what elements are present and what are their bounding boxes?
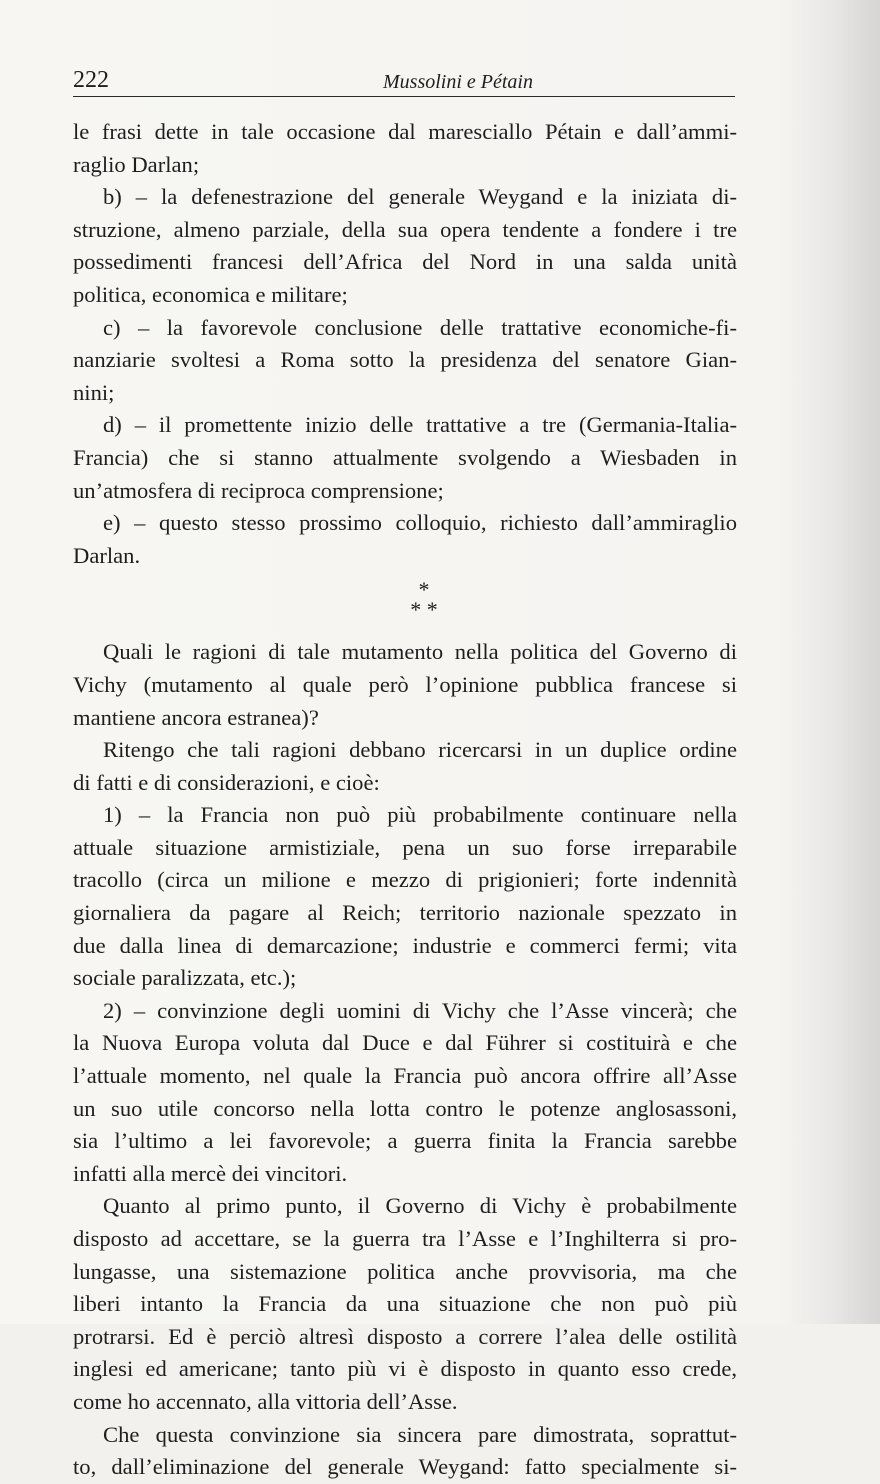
text-line: 1) – la Francia non può più probabilmente continuare nella	[103, 802, 737, 828]
text-line: to, dall’eliminazione del generale Weygand: fatto specialmente si-	[73, 1454, 737, 1480]
text-line: Quali le ragioni di tale mutamento nella politica del Governo di	[103, 639, 737, 665]
text-line: mantiene ancora estranea)?	[73, 704, 319, 730]
text-line: Ritengo che tali ragioni debbano ricercarsi in un duplice ordine	[103, 737, 737, 763]
text-line: possedimenti francesi dell’Africa del Nord in una salda unità	[73, 249, 737, 275]
text-line: due dalla linea di demarcazione; industrie e commerci fermi; vita	[73, 932, 737, 958]
text-line: d) – il promettente inizio delle trattative a tre (Germania-Italia-	[103, 412, 737, 438]
text-line: disposto ad accettare, se la guerra tra l’Asse e l’Inghilterra si pro-	[73, 1226, 737, 1251]
text-line: b) – la defenestrazione del generale Weygand e la iniziata di-	[103, 184, 737, 210]
text-line: l’attuale momento, nel quale la Francia può ancora offrire all’Asse	[73, 1063, 737, 1089]
text-line: nini;	[73, 379, 115, 405]
text-line: un’atmosfera di reciproca comprensione;	[73, 477, 444, 503]
text-line: le frasi dette in tale occasione dal maresciallo Pétain e dall’ammi-	[73, 119, 737, 144]
text-line: di fatti e di considerazioni, e cioè:	[73, 769, 380, 795]
text-block-reasons	[73, 636, 737, 1483]
page-number: 222	[73, 67, 109, 93]
text-line: politica, economica e militare;	[73, 281, 348, 307]
text-line: tracollo (circa un milione e mezzo di prigionieri; forte indennità	[73, 867, 737, 893]
text-line: un suo utile concorso nella lotta contro le potenze anglosassoni,	[73, 1095, 737, 1121]
text-line: raglio Darlan;	[73, 151, 200, 177]
text-line: struzione, almeno parziale, della sua opera tendente a fondere i tre	[73, 216, 737, 242]
text-line: Che questa convinzione sia sincera pare dimostrata, soprattut-	[103, 1421, 737, 1447]
text-line: infatti alla mercè dei vincitori.	[73, 1160, 348, 1186]
page-header	[73, 66, 735, 97]
section-separator-star: *	[418, 577, 430, 603]
text-line: e) – questo stesso prossimo colloquio, richiesto dall’ammiraglio	[103, 510, 737, 536]
text-line: come ho accennato, alla vittoria dell’Asse.	[73, 1388, 458, 1414]
text-line: liberi intanto la Francia da una situazione che non può più	[73, 1291, 737, 1317]
text-line: Francia) che si stanno attualmente svolgendo a Wiesbaden in	[73, 444, 737, 470]
text-line: Darlan.	[73, 542, 141, 568]
text-line: c) – la favorevole conclusione delle trattative economiche-fi-	[103, 314, 737, 340]
text-block-list-items	[73, 116, 737, 572]
text-line: 2) – convinzione degli uomini di Vichy che l’Asse vincerà; che	[103, 997, 737, 1023]
text-line: attuale situazione armistiziale, pena un suo forse irreparabile	[73, 834, 737, 860]
text-line: Quanto al primo punto, il Governo di Vichy è probabilmente	[103, 1193, 737, 1219]
text-line: lungasse, una sistemazione politica anche provvisoria, ma che	[73, 1258, 737, 1284]
text-line: la Nuova Europa voluta dal Duce e dal Führer si costituirà e che	[73, 1030, 737, 1056]
section-separator-stars: * *	[410, 597, 438, 623]
text-line: sociale paralizzata, etc.);	[73, 965, 297, 991]
text-line: nanziarie svoltesi a Roma sotto la presidenza del senatore Gian-	[73, 347, 737, 373]
body-text	[73, 116, 737, 1484]
text-line: inglesi ed americane; tanto più vi è disposto in quanto esso crede,	[73, 1356, 737, 1382]
text-line: protrarsi. Ed è perciò altresì disposto a correre l’alea delle ostilità	[73, 1323, 737, 1349]
text-line: Vichy (mutamento al quale però l’opinione pubblica francese si	[73, 671, 737, 697]
text-line: giornaliera da pagare al Reich; territorio nazionale spezzato in	[73, 900, 737, 926]
running-title: Mussolini e Pétain	[383, 71, 533, 93]
text-line: sia l’ultimo a lei favorevole; a guerra finita la Francia sarebbe	[73, 1128, 737, 1154]
